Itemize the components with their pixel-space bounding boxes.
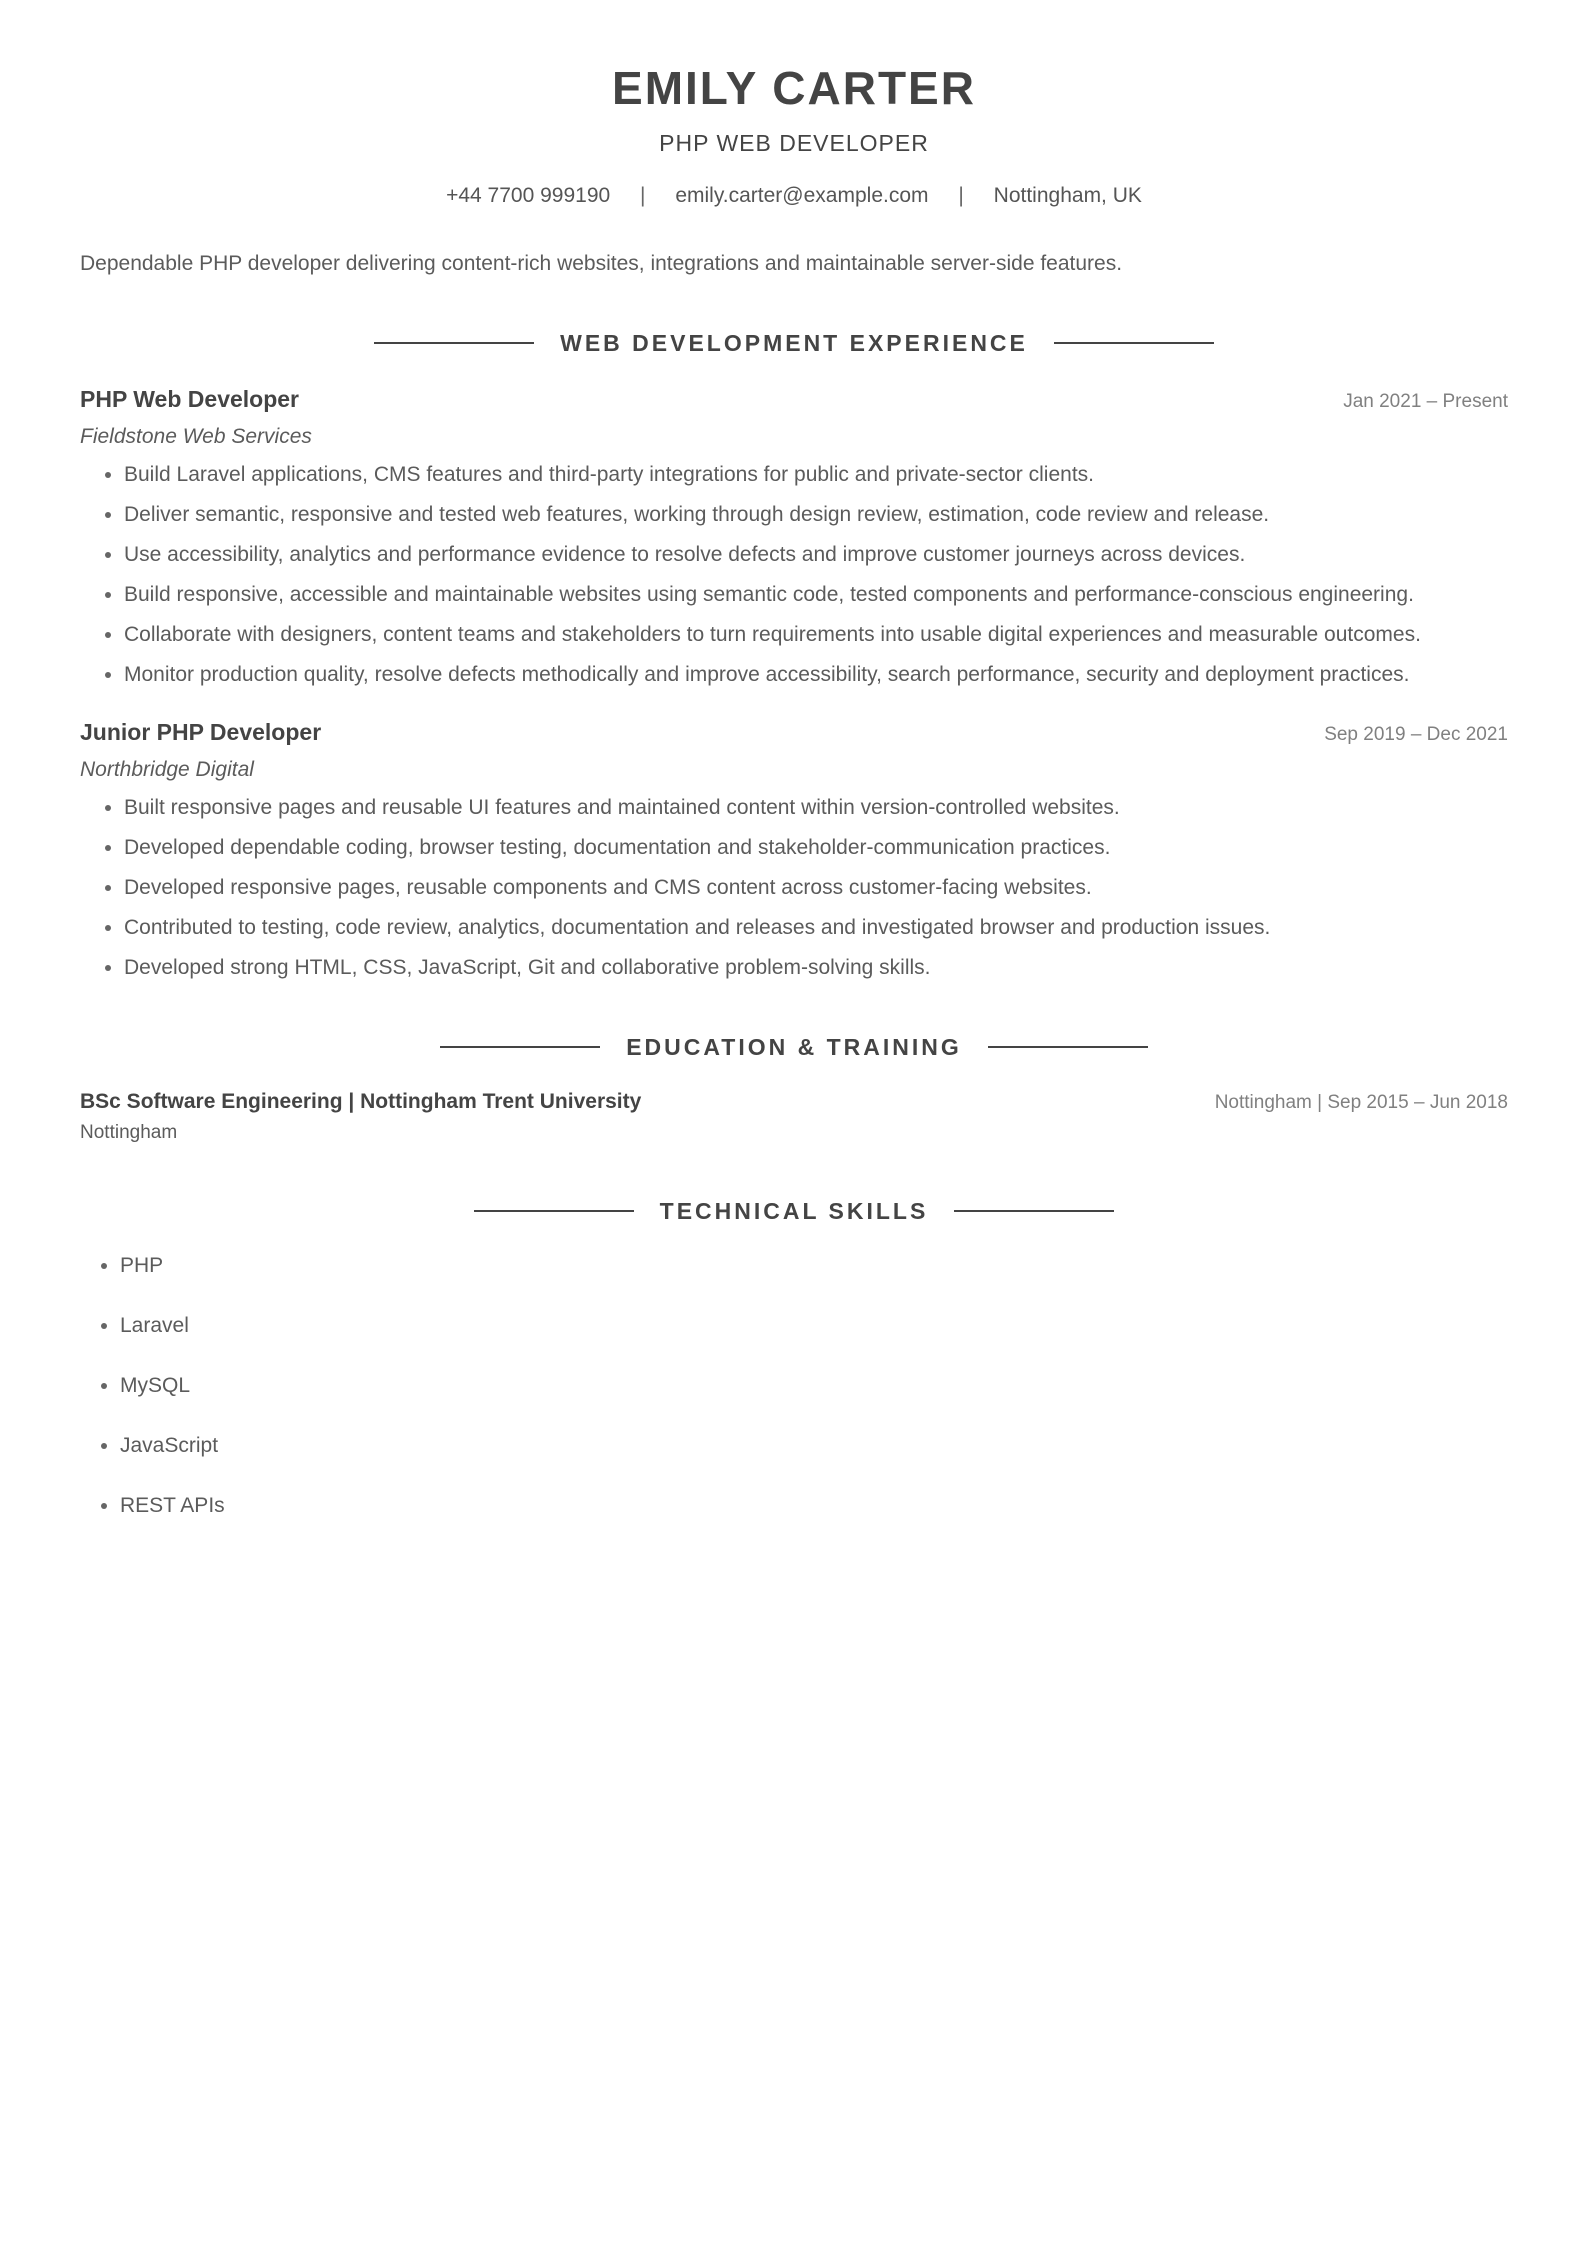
job-entry: [80, 717, 1508, 982]
job-bullet: • Developed responsive pages, reusable components and CMS content across customer-facing websites.: [124, 874, 1508, 902]
education-header: [80, 1088, 1508, 1116]
education-heading: EDUCATION & TRAINING: [626, 1034, 962, 1060]
contact-location: Nottingham, UK: [993, 184, 1142, 207]
education-location: Nottingham: [80, 1122, 178, 1143]
contact-line: [80, 182, 1508, 210]
contact-separator: |: [958, 184, 964, 207]
email-address: emily.carter@example.com: [675, 184, 929, 207]
candidate-name: EMILY CARTER: [612, 62, 976, 114]
skill-item: • REST APIs: [120, 1492, 1508, 1520]
skill-item: • JavaScript: [120, 1432, 1508, 1460]
contact-separator: |: [640, 184, 646, 207]
skills-section-heading: [80, 1196, 1508, 1226]
skill-item: • PHP: [120, 1252, 1508, 1280]
job-dates: Sep 2019 – Dec 2021: [1324, 724, 1508, 745]
job-bullets: [80, 794, 1508, 982]
phone-number: +44 7700 999190: [446, 184, 611, 207]
job-bullet: • Contributed to testing, code review, analytics, documentation and releases and investigated browser and production issues.: [124, 914, 1508, 942]
heading-rule-left: [374, 342, 534, 344]
job-bullet: • Deliver semantic, responsive and tested web features, working through design review, estimation, code review and release.: [124, 501, 1508, 529]
profile-summary: Dependable PHP developer delivering content-rich websites, integrations and maintainable server-side features.: [80, 252, 1123, 275]
job-bullet: • Developed strong HTML, CSS, JavaScript, Git and collaborative problem-solving skills.: [124, 954, 1508, 982]
education-degree: BSc Software Engineering | Nottingham Trent University: [80, 1090, 642, 1113]
job-bullet: • Built responsive pages and reusable UI features and maintained content within version-controlled websites.: [124, 794, 1508, 822]
candidate-title: PHP WEB DEVELOPER: [659, 130, 929, 156]
job-bullet: • Use accessibility, analytics and performance evidence to resolve defects and improve customer journeys across devices.: [124, 541, 1508, 569]
experience-section-heading: [80, 328, 1508, 358]
skills-heading: TECHNICAL SKILLS: [659, 1198, 929, 1224]
heading-rule-left: [474, 1210, 634, 1212]
job-role: Junior PHP Developer: [80, 719, 322, 745]
heading-rule-right: [988, 1046, 1148, 1048]
job-company: Fieldstone Web Services: [80, 425, 312, 448]
job-header: [80, 384, 1508, 415]
job-header: [80, 717, 1508, 748]
heading-rule-right: [954, 1210, 1114, 1212]
education-entry: [80, 1088, 1508, 1146]
job-bullets: [80, 461, 1508, 689]
skills-list: [80, 1252, 1508, 1520]
job-bullet: • Developed dependable coding, browser testing, documentation and stakeholder-communication practices.: [124, 834, 1508, 862]
job-bullet: • Build responsive, accessible and maintainable websites using semantic code, tested components and performance-conscious engineering.: [124, 581, 1508, 609]
heading-rule-right: [1054, 342, 1214, 344]
job-entry: [80, 384, 1508, 689]
job-dates: Jan 2021 – Present: [1343, 391, 1508, 412]
heading-rule-left: [440, 1046, 600, 1048]
job-bullet: • Monitor production quality, resolve defects methodically and improve accessibility, search performance, security and deployment practices.: [124, 661, 1508, 689]
skill-item: • MySQL: [120, 1372, 1508, 1400]
job-bullet: • Build Laravel applications, CMS features and third-party integrations for public and private-sector clients.: [124, 461, 1508, 489]
skill-item: • Laravel: [120, 1312, 1508, 1340]
job-company: Northbridge Digital: [80, 758, 254, 781]
experience-heading: WEB DEVELOPMENT EXPERIENCE: [560, 330, 1028, 356]
education-meta: Nottingham | Sep 2015 – Jun 2018: [1214, 1092, 1508, 1113]
job-bullet: • Collaborate with designers, content teams and stakeholders to turn requirements into usable digital experiences and measurable outcomes.: [124, 621, 1508, 649]
education-section-heading: [80, 1032, 1508, 1062]
job-role: PHP Web Developer: [80, 386, 300, 412]
